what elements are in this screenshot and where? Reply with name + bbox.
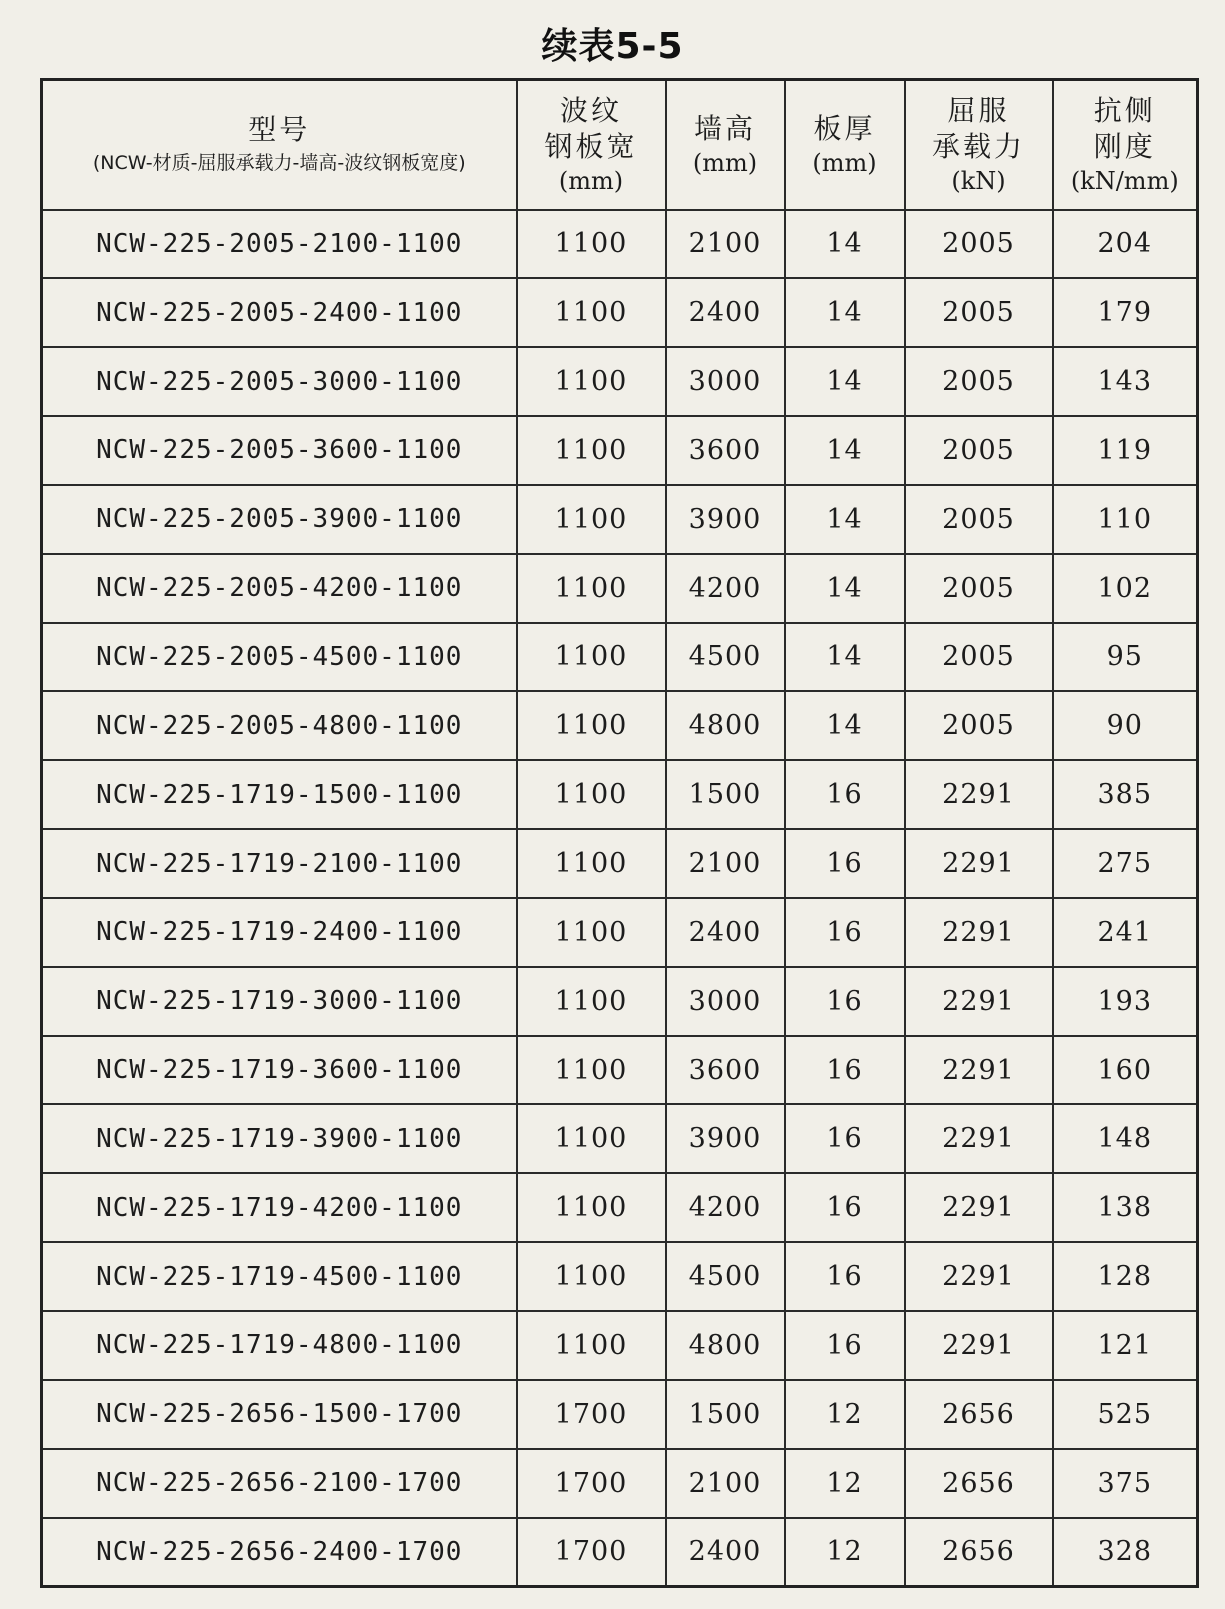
cell-thickness: 14 xyxy=(785,416,905,485)
cell-yield: 2005 xyxy=(905,691,1053,760)
cell-yield: 2291 xyxy=(905,829,1053,898)
header-width xyxy=(517,80,666,210)
header-model-sub: (NCW-材质-屈服承载力-墙高-波纹钢板宽度) xyxy=(92,151,466,174)
cell-height: 2400 xyxy=(666,898,785,967)
cell-model: NCW-225-2005-4500-1100 xyxy=(42,623,517,692)
cell-thickness: 16 xyxy=(785,898,905,967)
cell-width: 1700 xyxy=(517,1449,666,1518)
cell-yield: 2005 xyxy=(905,623,1053,692)
cell-yield: 2005 xyxy=(905,347,1053,416)
cell-height: 3000 xyxy=(666,347,785,416)
cell-height: 3600 xyxy=(666,1036,785,1105)
cell-width: 1100 xyxy=(517,623,666,692)
cell-height: 2400 xyxy=(666,278,785,347)
table-body xyxy=(42,210,1198,1587)
cell-thickness: 14 xyxy=(785,691,905,760)
cell-thickness: 16 xyxy=(785,967,905,1036)
cell-height: 3900 xyxy=(666,485,785,554)
cell-height: 3900 xyxy=(666,1104,785,1173)
cell-height: 2100 xyxy=(666,829,785,898)
cell-thickness: 16 xyxy=(785,1242,905,1311)
header-height xyxy=(666,80,785,210)
cell-width: 1100 xyxy=(517,1036,666,1105)
header-model xyxy=(42,80,517,210)
cell-width: 1100 xyxy=(517,210,666,279)
cell-width: 1100 xyxy=(517,967,666,1036)
cell-model: NCW-225-1719-1500-1100 xyxy=(42,760,517,829)
cell-thickness: 16 xyxy=(785,1173,905,1242)
cell-thickness: 14 xyxy=(785,623,905,692)
cell-height: 4800 xyxy=(666,1311,785,1380)
cell-yield: 2656 xyxy=(905,1518,1053,1587)
cell-model: NCW-225-2005-4800-1100 xyxy=(42,691,517,760)
cell-height: 3000 xyxy=(666,967,785,1036)
cell-stiffness: 204 xyxy=(1053,210,1198,279)
table-row xyxy=(42,967,1198,1036)
cell-model: NCW-225-2005-3900-1100 xyxy=(42,485,517,554)
cell-height: 4500 xyxy=(666,1242,785,1311)
cell-height: 4500 xyxy=(666,623,785,692)
table-row xyxy=(42,1036,1198,1105)
cell-model: NCW-225-1719-3900-1100 xyxy=(42,1104,517,1173)
cell-yield: 2656 xyxy=(905,1449,1053,1518)
cell-height: 1500 xyxy=(666,1380,785,1449)
cell-width: 1100 xyxy=(517,1311,666,1380)
cell-width: 1100 xyxy=(517,898,666,967)
cell-stiffness: 179 xyxy=(1053,278,1198,347)
cell-yield: 2291 xyxy=(905,1173,1053,1242)
header-height-l1: 墙高 xyxy=(693,111,756,145)
cell-yield: 2656 xyxy=(905,1380,1053,1449)
spec-table xyxy=(40,78,1199,1588)
cell-thickness: 14 xyxy=(785,347,905,416)
header-stiffness-l1: 抗侧 xyxy=(1093,93,1156,127)
table-row xyxy=(42,554,1198,623)
cell-thickness: 16 xyxy=(785,760,905,829)
cell-yield: 2005 xyxy=(905,485,1053,554)
cell-width: 1700 xyxy=(517,1380,666,1449)
cell-stiffness: 241 xyxy=(1053,898,1198,967)
table-row xyxy=(42,210,1198,279)
cell-thickness: 12 xyxy=(785,1449,905,1518)
cell-stiffness: 193 xyxy=(1053,967,1198,1036)
header-width-unit: (mm) xyxy=(558,166,624,195)
cell-model: NCW-225-2656-1500-1700 xyxy=(42,1380,517,1449)
cell-model: NCW-225-1719-3600-1100 xyxy=(42,1036,517,1105)
cell-stiffness: 121 xyxy=(1053,1311,1198,1380)
header-stiffness xyxy=(1053,80,1198,210)
cell-thickness: 12 xyxy=(785,1518,905,1587)
cell-yield: 2005 xyxy=(905,554,1053,623)
cell-model: NCW-225-2005-2400-1100 xyxy=(42,278,517,347)
cell-stiffness: 102 xyxy=(1053,554,1198,623)
table-row xyxy=(42,1311,1198,1380)
header-yield-unit: (kN) xyxy=(951,166,1006,195)
cell-width: 1100 xyxy=(517,278,666,347)
cell-stiffness: 110 xyxy=(1053,485,1198,554)
table-row xyxy=(42,1173,1198,1242)
table-row xyxy=(42,898,1198,967)
cell-thickness: 16 xyxy=(785,1104,905,1173)
table-row xyxy=(42,1242,1198,1311)
cell-yield: 2291 xyxy=(905,760,1053,829)
table-row xyxy=(42,485,1198,554)
cell-stiffness: 95 xyxy=(1053,623,1198,692)
cell-thickness: 12 xyxy=(785,1380,905,1449)
table-header-row xyxy=(42,80,1198,210)
cell-thickness: 14 xyxy=(785,485,905,554)
header-thickness-l1: 板厚 xyxy=(813,111,876,145)
cell-height: 3600 xyxy=(666,416,785,485)
cell-stiffness: 375 xyxy=(1053,1449,1198,1518)
cell-yield: 2291 xyxy=(905,898,1053,967)
cell-yield: 2291 xyxy=(905,1104,1053,1173)
cell-model: NCW-225-1719-4200-1100 xyxy=(42,1173,517,1242)
cell-model: NCW-225-2656-2100-1700 xyxy=(42,1449,517,1518)
cell-height: 4200 xyxy=(666,554,785,623)
cell-stiffness: 128 xyxy=(1053,1242,1198,1311)
cell-stiffness: 385 xyxy=(1053,760,1198,829)
cell-model: NCW-225-2005-2100-1100 xyxy=(42,210,517,279)
cell-yield: 2005 xyxy=(905,210,1053,279)
table-row xyxy=(42,278,1198,347)
page-title: 续表5-5 xyxy=(541,26,684,67)
cell-yield: 2005 xyxy=(905,416,1053,485)
cell-stiffness: 525 xyxy=(1053,1380,1198,1449)
cell-width: 1100 xyxy=(517,554,666,623)
header-stiffness-l2: 刚度 xyxy=(1093,129,1156,163)
table-row xyxy=(42,760,1198,829)
cell-width: 1100 xyxy=(517,416,666,485)
cell-width: 1100 xyxy=(517,347,666,416)
cell-model: NCW-225-1719-3000-1100 xyxy=(42,967,517,1036)
cell-height: 1500 xyxy=(666,760,785,829)
header-yield xyxy=(905,80,1053,210)
cell-model: NCW-225-1719-2400-1100 xyxy=(42,898,517,967)
table-row xyxy=(42,1380,1198,1449)
table-row xyxy=(42,829,1198,898)
cell-width: 1100 xyxy=(517,760,666,829)
table-row xyxy=(42,623,1198,692)
cell-height: 2100 xyxy=(666,210,785,279)
header-width-l2: 钢板宽 xyxy=(544,129,638,163)
cell-width: 1100 xyxy=(517,691,666,760)
cell-height: 2400 xyxy=(666,1518,785,1587)
cell-stiffness: 148 xyxy=(1053,1104,1198,1173)
cell-width: 1100 xyxy=(517,1104,666,1173)
header-width-l1: 波纹 xyxy=(559,93,622,127)
cell-width: 1100 xyxy=(517,1173,666,1242)
cell-stiffness: 143 xyxy=(1053,347,1198,416)
cell-model: NCW-225-1719-4500-1100 xyxy=(42,1242,517,1311)
cell-width: 1700 xyxy=(517,1518,666,1587)
header-yield-l2: 承载力 xyxy=(931,129,1025,163)
cell-thickness: 16 xyxy=(785,1311,905,1380)
cell-thickness: 14 xyxy=(785,278,905,347)
cell-model: NCW-225-2656-2400-1700 xyxy=(42,1518,517,1587)
table-row xyxy=(42,416,1198,485)
cell-yield: 2005 xyxy=(905,278,1053,347)
header-thickness-unit: (mm) xyxy=(812,148,877,177)
header-height-unit: (mm) xyxy=(692,148,758,177)
cell-model: NCW-225-2005-3600-1100 xyxy=(42,416,517,485)
cell-height: 4200 xyxy=(666,1173,785,1242)
cell-width: 1100 xyxy=(517,1242,666,1311)
cell-model: NCW-225-1719-2100-1100 xyxy=(42,829,517,898)
header-stiffness-unit: (kN/mm) xyxy=(1070,166,1179,195)
cell-model: NCW-225-1719-4800-1100 xyxy=(42,1311,517,1380)
table-row xyxy=(42,1518,1198,1587)
cell-thickness: 16 xyxy=(785,829,905,898)
cell-thickness: 16 xyxy=(785,1036,905,1105)
cell-stiffness: 160 xyxy=(1053,1036,1198,1105)
table-row xyxy=(42,347,1198,416)
cell-model: NCW-225-2005-3000-1100 xyxy=(42,347,517,416)
cell-width: 1100 xyxy=(517,485,666,554)
cell-stiffness: 90 xyxy=(1053,691,1198,760)
table-row xyxy=(42,1449,1198,1518)
cell-width: 1100 xyxy=(517,829,666,898)
cell-yield: 2291 xyxy=(905,1242,1053,1311)
header-thickness xyxy=(785,80,905,210)
header-yield-l1: 屈服 xyxy=(947,93,1010,127)
cell-stiffness: 138 xyxy=(1053,1173,1198,1242)
cell-stiffness: 328 xyxy=(1053,1518,1198,1587)
cell-yield: 2291 xyxy=(905,967,1053,1036)
cell-yield: 2291 xyxy=(905,1036,1053,1105)
table-row xyxy=(42,1104,1198,1173)
cell-yield: 2291 xyxy=(905,1311,1053,1380)
cell-height: 2100 xyxy=(666,1449,785,1518)
cell-stiffness: 275 xyxy=(1053,829,1198,898)
cell-thickness: 14 xyxy=(785,554,905,623)
table-row xyxy=(42,691,1198,760)
cell-thickness: 14 xyxy=(785,210,905,279)
header-model-name: 型号 xyxy=(248,112,311,146)
cell-model: NCW-225-2005-4200-1100 xyxy=(42,554,517,623)
cell-stiffness: 119 xyxy=(1053,416,1198,485)
cell-height: 4800 xyxy=(666,691,785,760)
